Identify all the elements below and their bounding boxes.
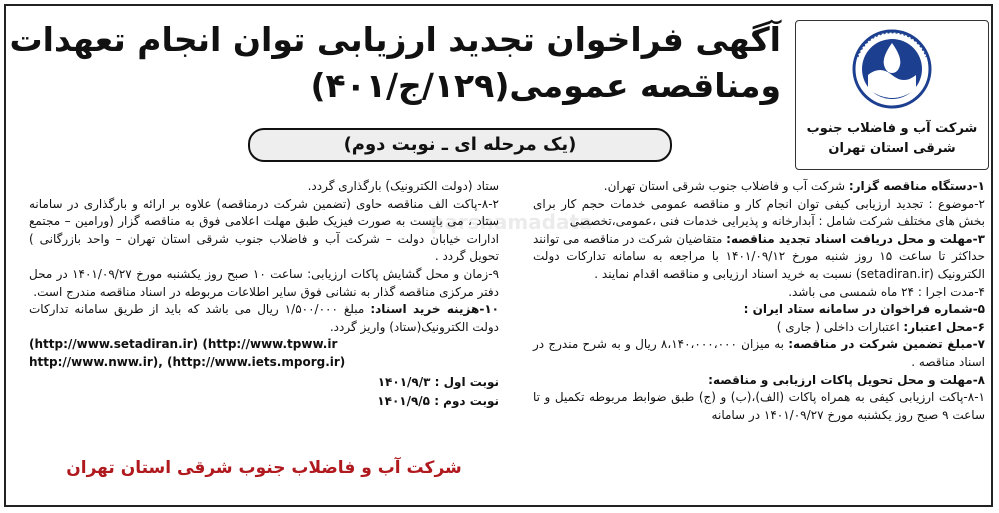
footer-company: شرکت آب و فاضلاب جنوب شرقی استان تهران: [66, 458, 462, 478]
company-name-line1: شرکت آب و فاضلاب جنوب: [806, 121, 978, 136]
item-10: ۱۰-هزینه خرید اسناد: مبلغ ۱/۵۰۰/۰۰۰ ریال می باشد که باید از طریق سامانه تدارکات دولت الکترونیک(ستاد) واریز گردد.: [29, 302, 499, 334]
item-3: ۳-مهلت و محل دریافت اسناد تجدید مناقصه: متقاضیان شرکت در مناقصه می توانند حداکثر تا ساعت ۱۵ روز شنبه مورخ ۱۴۰۱/۰۹/۱۲ با مراجعه به سامانه تدارکات دولت الکترونیک (setadiran.ir) نسبت به خرید اسناد ارزیابی و مناقصه اقدام نمایند .: [533, 231, 985, 281]
item-9: ۹-زمان و محل گشایش پاکات ارزیابی: ساعت ۱۰ صبح روز یکشنبه مورخ ۱۴۰۱/۰۹/۲۷ در محل دفتر مرکزی مناقصه گذار به نشانی فوق سایر اطلاعات مربوطه در اسناد مناقصه مندرج است.: [29, 266, 500, 299]
notice-title-line2: ومناقصه عمومی(۱۲۹/ج/۴۰۱): [310, 66, 781, 105]
item-8-2: ۸-۲-پاکت الف مناقصه حاوی (تضمین شرکت درمناقصه) علاوه بر ارائه و بارگذاری در سامانه ستاد ، می بایست به صورت فیزیک طبق مهلت اعلامی فوق به مناقصه گزار (ورامین – مجتمع ادارات خیابان دولت – شرکت آب و فاضلاب جنوب شرقی استان تهران – واحد بازرگانی ) تحویل گردد .: [29, 196, 499, 264]
water-company-logo-icon: [850, 27, 934, 113]
link-line-1[interactable]: (http://www.setadiran.ir) (http://www.tpww.ir: [29, 337, 338, 352]
item-8-1: ۸-۱-پاکت ارزیابی کیفی به همراه پاکات (الف)،(ب) و (ج) طبق ضوابط مربوطه تکمیل و تا ساعت ۹ صبح روز یکشنبه مورخ ۱۴۰۱/۰۹/۲۷ در سامانه: [533, 390, 985, 422]
first-round-date: نوبت اول : ۱۴۰۱/۹/۳: [377, 374, 499, 389]
item-1: ۱-دستگاه مناقصه گزار: شرکت آب و فاضلاب جنوب شرقی استان تهران.: [603, 179, 985, 193]
company-name-line2: شرقی استان تهران: [828, 141, 956, 156]
right-column: [533, 178, 985, 424]
item-6: ۶-محل اعتبار: اعتبارات داخلی ( جاری ): [776, 319, 985, 334]
logo-box: [795, 20, 989, 170]
item-2: ۲-موضوع : تجدید ارزیابی کیفی توان انجام کار و مناقصه عمومی خدمات حجم کار برای بخش های مختلف شرکت شامل : آبدارخانه و پذیرایی خدمات فنی ،عمومی،تخصصی: [533, 196, 985, 229]
item-8-1-cont: ستاد (دولت الکترونیک) بارگذاری گردد.: [307, 179, 499, 193]
item-8: ۸-مهلت و محل تحویل پاکات ارزیابی و مناقصه:: [708, 372, 985, 387]
watermark: parsnamadata: [430, 210, 593, 234]
left-column: [29, 178, 499, 411]
item-4: ۴-مدت اجرا : ۲۴ ماه شمسی می باشد.: [788, 284, 985, 299]
stage-banner: (یک مرحله ای ـ نوبت دوم): [248, 128, 672, 162]
second-round-date: نوبت دوم : ۱۴۰۱/۹/۵: [377, 394, 499, 409]
company-name: [804, 119, 980, 159]
link-line-2[interactable]: http://www.nww.ir), (http://www.iets.mporg.ir): [29, 354, 346, 369]
item-5: ۵-شماره فراخوان در سامانه ستاد ایران :: [743, 302, 985, 317]
notice-title-line1: آگهی فراخوان تجدید ارزیابی توان انجام تعهدات: [9, 20, 781, 59]
item-7: ۷-مبلغ تضمین شرکت در مناقصه: به میزان ۸،۱۴۰،۰۰۰،۰۰۰ ریال و به شرح مندرج در اسناد مناقصه .: [533, 337, 985, 369]
